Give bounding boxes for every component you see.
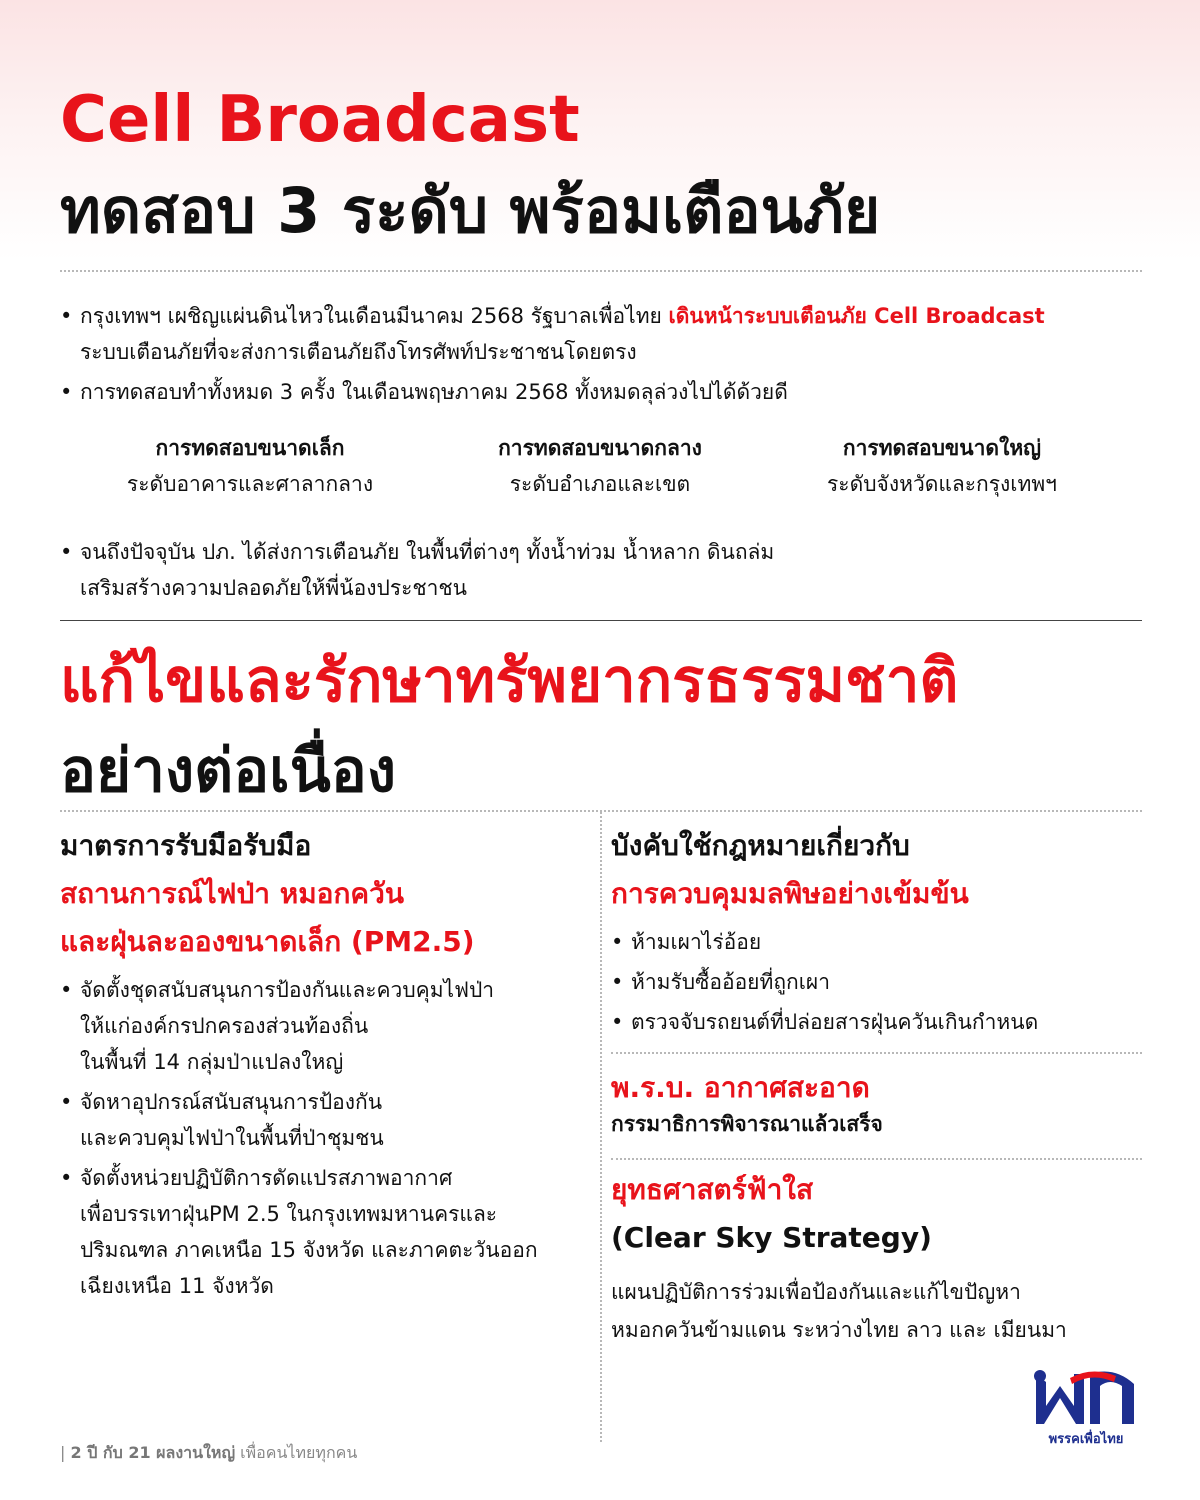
left-heading-black: มาตรการรับมือรับมือ (60, 829, 312, 862)
divider-vertical (600, 812, 602, 1442)
left-bullet-2-line: และควบคุมไฟป่าในพื้นที่ป่าชุมชน (80, 1126, 384, 1150)
left-heading-red-1: สถานการณ์ไฟป่า หมอกควัน (60, 877, 405, 910)
tier-large (777, 430, 1107, 502)
section2-title-red: แก้ไขและรักษาทรัพยากรธรรมชาติ (60, 646, 959, 716)
title-english: Cell Broadcast (60, 83, 580, 157)
tier-title: การทดสอบขนาดเล็ก (155, 436, 345, 460)
left-heading-red-2: และฝุ่นละอองขนาดเล็ก (PM2.5) (60, 925, 475, 958)
tier-medium (435, 430, 765, 502)
left-bullet-1: • จัดตั้งชุดสนับสนุนการป้องกันและควบคุมไฟป่า (60, 972, 494, 1008)
bullet-line-2: เสริมสร้างความปลอดภัยให้พี่น้องประชาชน (80, 576, 468, 600)
tier-title: การทดสอบขนาดกลาง (498, 436, 702, 460)
left-bullet-3-line: เพื่อบรรเทาฝุ่นPM 2.5 ในกรุงเทพมหานครและ (80, 1202, 498, 1226)
pheu-thai-logo (1030, 1368, 1142, 1448)
right-heading-red: การควบคุมมลพิษอย่างเข้มข้น (611, 877, 969, 910)
left-bullet-3-line: ปริมณฑล ภาคเหนือ 15 จังหวัด และภาคตะวันออก (80, 1238, 538, 1262)
tier-small (85, 430, 415, 502)
strategy-description-line: แผนปฏิบัติการร่วมเพื่อป้องกันและแก้ไขปัญหา (611, 1280, 1021, 1304)
strategy-title: ยุทธศาสตร์ฟ้าใส (611, 1173, 814, 1206)
footer-bold: 2 ปี กับ 21 ผลงานใหญ่ (70, 1443, 236, 1462)
act-title: พ.ร.บ. อากาศสะอาด (611, 1071, 870, 1104)
section2-title-black: อย่างต่อเนื่อง (60, 736, 397, 806)
footer-separator: | (60, 1443, 71, 1462)
bullet-tests-done: • การทดสอบทำทั้งหมด 3 ครั้ง ในเดือนพฤษภาคม 2568 ทั้งหมดลุล่วงไปได้ด้วยดี (60, 374, 788, 410)
strategy-title-english: (Clear Sky Strategy) (611, 1221, 932, 1254)
left-bullet-3: • จัดตั้งหน่วยปฏิบัติการดัดแปรสภาพอากาศ (60, 1160, 452, 1196)
left-bullet-1-line: ในพื้นที่ 14 กลุ่มป่าแปลงใหญ่ (80, 1050, 344, 1074)
bullet-highlight: เดินหน้าระบบเตือนภัย Cell Broadcast (668, 304, 1045, 328)
logo-text: พรรคเพื่อไทย (1048, 1432, 1124, 1447)
tier-subtitle: ระดับจังหวัดและกรุงเทพฯ (827, 472, 1057, 496)
right-bullet-3: • ตรวจจับรถยนต์ที่ปล่อยสารฝุ่นควันเกินกำหนด (611, 1004, 1038, 1040)
divider-dotted-right-2 (611, 1158, 1142, 1160)
divider-solid (60, 620, 1142, 621)
strategy-description-line: หมอกควันข้ามแดน ระหว่างไทย ลาว และ เมียนมา (611, 1318, 1067, 1342)
bullet-alerts-sent: • จนถึงปัจจุบัน ปภ. ได้ส่งการเตือนภัย ในพื้นที่ต่างๆ ทั้งน้ำท่วม น้ำหลาก ดินถล่ม (60, 534, 774, 570)
tier-subtitle: ระดับอาคารและศาลากลาง (126, 472, 374, 496)
footer-tagline (60, 1441, 357, 1466)
logo-mark (1030, 1368, 1142, 1448)
divider-dotted-right-1 (611, 1052, 1142, 1054)
tier-title: การทดสอบขนาดใหญ่ (842, 436, 1042, 460)
right-bullet-1: • ห้ามเผาไร่อ้อย (611, 924, 761, 960)
divider-dotted-top (60, 270, 1142, 272)
right-bullet-2: • ห้ามรับซื้ออ้อยที่ถูกเผา (611, 964, 830, 1000)
title-thai: ทดสอบ 3 ระดับ พร้อมเตือนภัย (60, 174, 881, 247)
bullet-cell-broadcast-intro (60, 298, 1045, 334)
left-bullet-2: • จัดหาอุปกรณ์สนับสนุนการป้องกัน (60, 1084, 382, 1120)
left-bullet-3-line: เฉียงเหนือ 11 จังหวัด (80, 1274, 274, 1298)
right-heading-black: บังคับใช้กฎหมายเกี่ยวกับ (611, 829, 910, 862)
footer-rest: เพื่อคนไทยทุกคน (235, 1443, 358, 1462)
bullet-line-2: ระบบเตือนภัยที่จะส่งการเตือนภัยถึงโทรศัพท์ประชาชนโดยตรง (80, 340, 637, 364)
act-subtitle: กรรมาธิการพิจารณาแล้วเสร็จ (611, 1112, 883, 1136)
tier-subtitle: ระดับอำเภอและเขต (509, 472, 691, 496)
bullet-text: กรุงเทพฯ เผชิญแผ่นดินไหวในเดือนมีนาคม 2568 รัฐบาลเพื่อไทย (80, 304, 669, 328)
left-bullet-1-line: ให้แก่องค์กรปกครองส่วนท้องถิ่น (80, 1014, 369, 1038)
